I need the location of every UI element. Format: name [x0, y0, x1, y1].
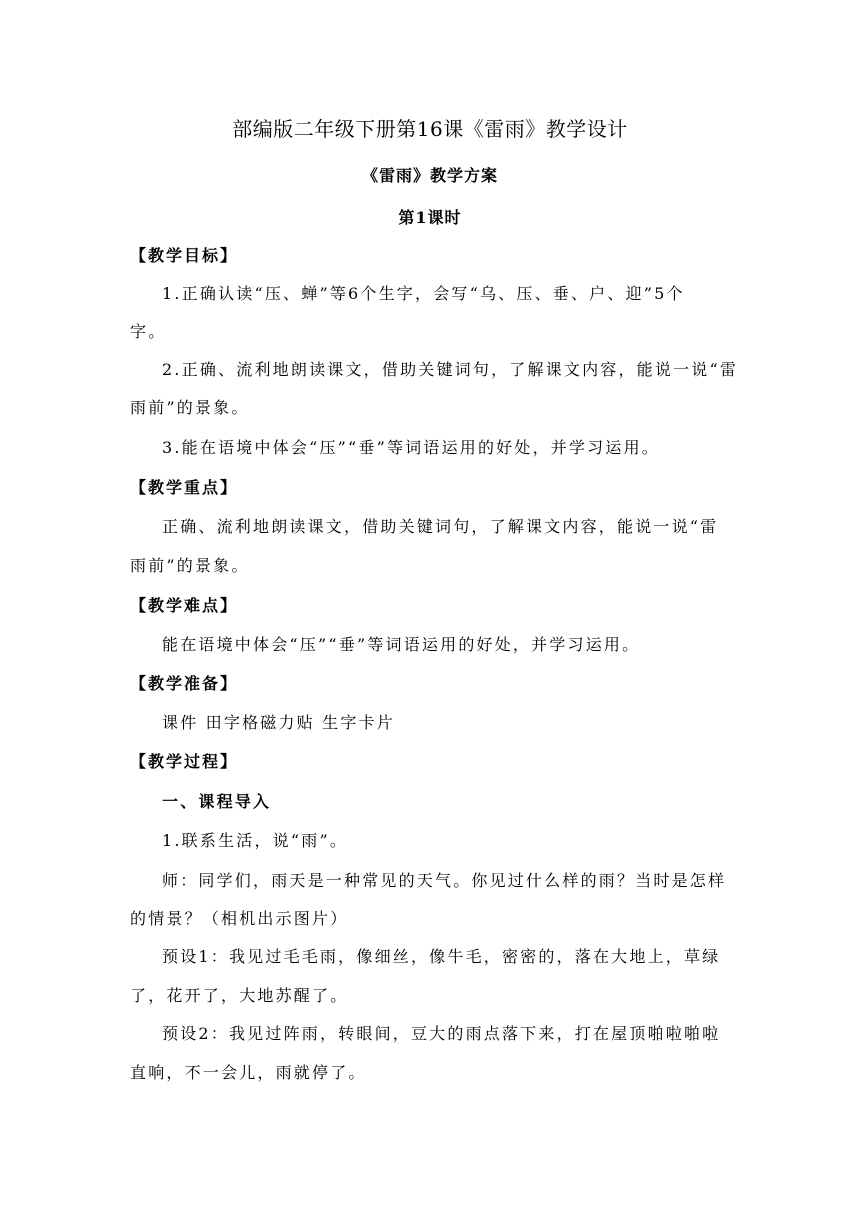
preparation-line-1: 课件 田字格磁力贴 生字卡片 — [162, 713, 395, 732]
document-title: 部编版二年级下册第16课《雷雨》教学设计 — [232, 117, 628, 141]
objectives-heading: 【教学目标】 — [130, 246, 239, 265]
teacher-line-2: 的情景？（相机出示图片） — [130, 909, 349, 928]
process-part1-heading: 一、课程导入 — [162, 792, 272, 811]
difficulties-heading: 【教学难点】 — [130, 596, 239, 615]
objective-2-line-2: 雨前”的景象。 — [130, 398, 250, 417]
teacher-line-1: 师：同学们，雨天是一种常见的天气。你见过什么样的雨？当时是怎样 — [162, 871, 727, 890]
preset-1-line-2: 了，花开了，大地苏醒了。 — [130, 986, 349, 1005]
preparation-heading: 【教学准备】 — [130, 674, 239, 693]
process-step-1: 1.联系生活，说“雨”。 — [162, 831, 349, 850]
objective-2-line-1: 2.正确、流利地朗读课文，借助关键词句，了解课文内容，能说一说“雷 — [162, 360, 739, 379]
document-subtitle: 《雷雨》教学方案 — [361, 166, 498, 185]
key-points-line-1: 正确、流利地朗读课文，借助关键词句，了解课文内容，能说一说“雷 — [162, 517, 719, 536]
lesson-label: 第1课时 — [398, 208, 462, 227]
process-heading: 【教学过程】 — [130, 752, 239, 771]
preset-1-line-1: 预设1：我见过毛毛雨，像细丝，像牛毛，密密的，落在大地上，草绿 — [162, 947, 721, 966]
objective-1-line-1: 1.正确认读“压、蝉”等6个生字，会写“乌、压、垂、户、迎”5个 — [162, 284, 685, 303]
preset-2-line-1: 预设2：我见过阵雨，转眼间，豆大的雨点落下来，打在屋顶啪啦啪啦 — [162, 1024, 721, 1043]
objective-1-line-2: 字。 — [130, 322, 167, 341]
key-points-heading: 【教学重点】 — [130, 478, 239, 497]
objective-3-line-1: 3.能在语境中体会“压”“垂”等词语运用的好处，并学习运用。 — [162, 438, 660, 457]
difficulties-line-1: 能在语境中体会“压”“垂”等词语运用的好处，并学习运用。 — [162, 635, 641, 654]
key-points-line-2: 雨前”的景象。 — [130, 556, 250, 575]
preset-2-line-2: 直响，不一会儿，雨就停了。 — [130, 1063, 367, 1082]
